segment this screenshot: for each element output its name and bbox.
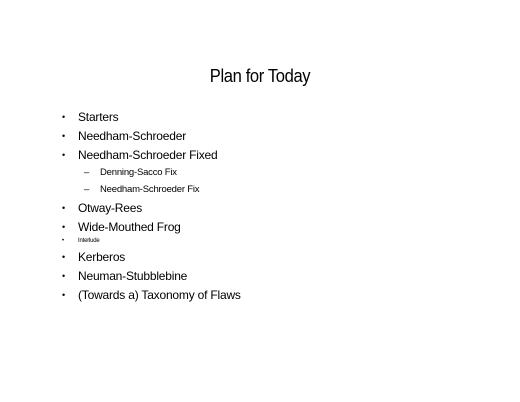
sub-bullet-text: Denning-Sacco Fix	[100, 167, 177, 178]
bullet-marker: •	[62, 150, 65, 160]
bullet-text: Needham-Schroeder Fixed	[78, 148, 218, 162]
bullet-text: Otway-Rees	[78, 201, 143, 215]
bullet-marker: •	[62, 252, 65, 262]
bullet-marker: •	[62, 271, 65, 281]
bullet-marker: •	[62, 238, 64, 244]
bullet-text: Interlude	[78, 238, 100, 244]
bullet-marker: •	[62, 290, 65, 300]
bullet-marker: •	[62, 131, 65, 141]
bullet-text: Kerberos	[78, 250, 126, 264]
dash-marker: –	[84, 184, 90, 195]
dash-marker: –	[84, 167, 90, 178]
bullet-text: Needham-Schroeder	[78, 129, 186, 143]
bullet-marker: •	[62, 222, 65, 232]
bullet-text: Neuman-Stubblebine	[78, 269, 188, 283]
bullet-text: Wide-Mouthed Frog	[78, 220, 181, 234]
bullet-marker: •	[62, 203, 65, 213]
sub-bullet-text: Needham-Schroeder Fix	[100, 184, 200, 195]
slide-title: Plan for Today	[209, 66, 311, 86]
bullet-marker: •	[62, 112, 65, 122]
bullet-text: (Towards a) Taxonomy of Flaws	[78, 288, 241, 302]
bullet-text: Starters	[78, 110, 119, 124]
